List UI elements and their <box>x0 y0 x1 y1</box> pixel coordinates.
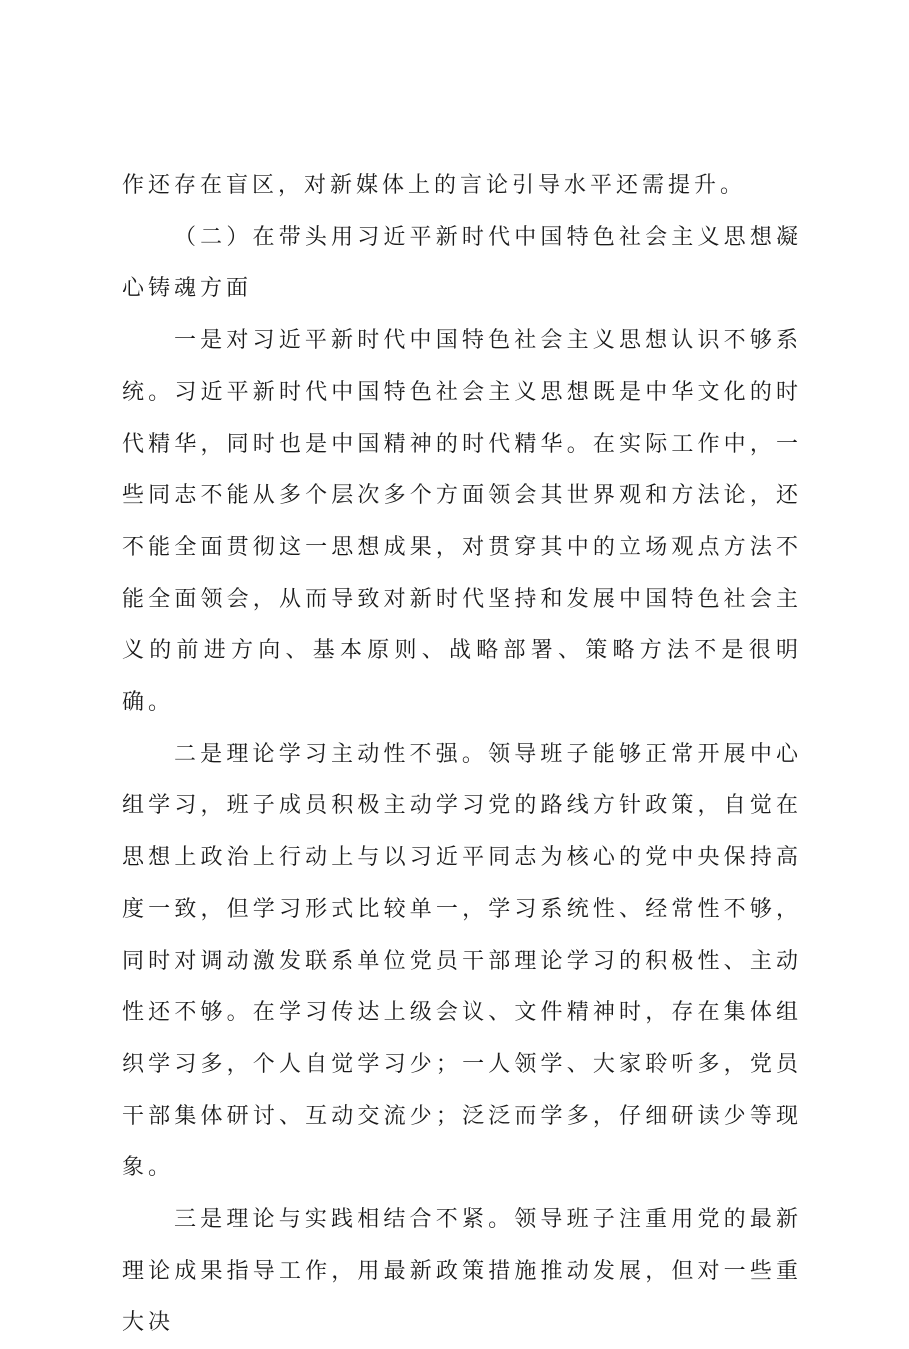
paragraph-continuation: 作还存在盲区，对新媒体上的言论引导水平还需提升。 <box>122 173 747 198</box>
paragraph-point-two: 二是理论学习主动性不强。领导班子能够正常开展中心组学习，班子成员积极主动学习党的路线方针政策，自觉在思想上政治上行动上与以习近平同志为核心的党中央保持高度一致，但学习形式比较单一，学习系统性、经常性不够，同时对调动激发联系单位党员干部理论学习的积极性、主动性还不够。在学习传达上级会议、文件精神时，存在集体组织学习多，个人自觉学习少；一人领学、大家聆听多，党员干部集体研讨、互动交流少；泛泛而学多，仔细研读少等现象。 <box>122 741 802 1181</box>
document-body <box>122 160 802 1349</box>
paragraph-point-one: 一是对习近平新时代中国特色社会主义思想认识不够系统。习近平新时代中国特色社会主义思想既是中华文化的时代精华，同时也是中国精神的时代精华。在实际工作中，一些同志不能从多个层次多个方面领会其世界观和方法论，还不能全面贯彻这一思想成果，对贯穿其中的立场观点方法不能全面领会，从而导致对新时代坚持和发展中国特色社会主义的前进方向、基本原则、战略部署、策略方法不是很明确。 <box>122 328 802 716</box>
section-heading: （二）在带头用习近平新时代中国特色社会主义思想凝心铸魂方面 <box>122 224 802 302</box>
paragraph-point-three: 三是理论与实践相结合不紧。领导班子注重用党的最新理论成果指导工作，用最新政策措施推动发展，但对一些重大决 <box>122 1207 802 1336</box>
